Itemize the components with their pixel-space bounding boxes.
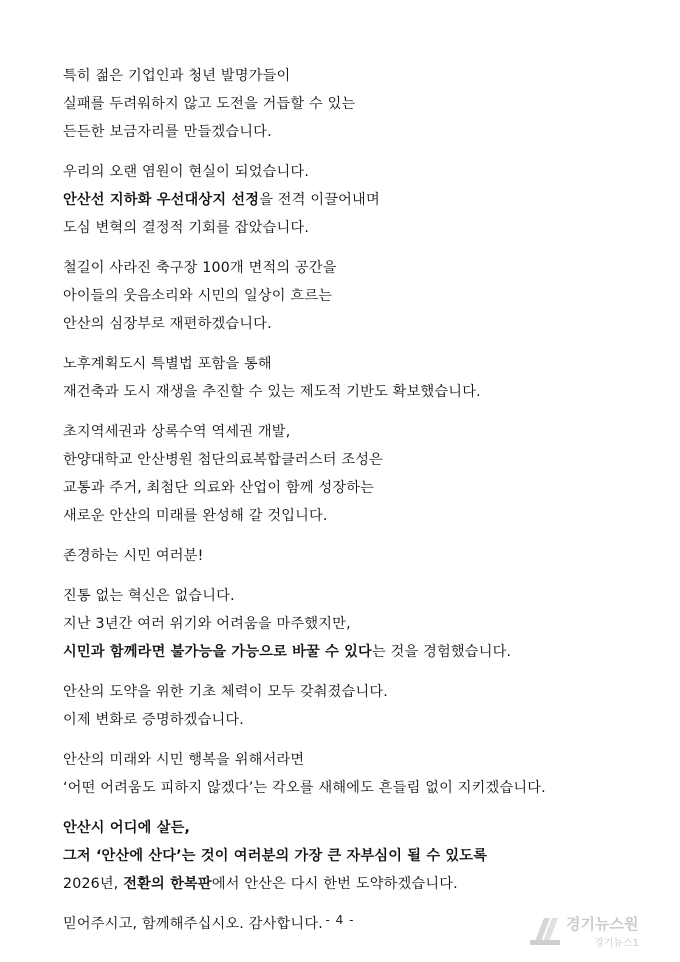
text-segment: 특히 젊은 기업인과 청년 발명가들이 <box>63 68 291 84</box>
watermark-subtitle: 경기뉴스1 <box>594 938 640 949</box>
text-segment: 든든한 보금자리를 만들겠습니다. <box>63 124 272 140</box>
text-line <box>63 118 663 146</box>
text-line <box>63 706 663 734</box>
watermark <box>528 912 666 952</box>
text-segment: 안산의 미래와 시민 행복을 위해서라면 <box>63 752 305 768</box>
watermark-title: 경기뉴스원 <box>566 915 639 933</box>
text-segment: 존경하는 시민 여러분! <box>63 548 204 564</box>
text-segment: 는 것을 경험했습니다. <box>371 644 512 660</box>
text-line <box>63 62 663 90</box>
text-segment: 아이들의 웃음소리와 시민의 일상이 흐르는 <box>63 288 333 304</box>
bold-text: 그저 ‘안산에 산다’는 것이 여러분의 가장 큰 자부심이 될 수 있도록 <box>63 848 488 864</box>
text-line <box>63 418 663 446</box>
text-segment: 에서 안산은 다시 한번 도약하겠습니다. <box>211 876 458 892</box>
text-segment: 도심 변혁의 결정적 기회를 잡았습니다. <box>63 220 310 236</box>
text-segment: 을 전격 이끌어내며 <box>259 192 380 208</box>
text-line <box>63 870 663 898</box>
text-segment: 우리의 오랜 염원이 현실이 되었습니다. <box>63 164 310 180</box>
text-segment: 초지역세권과 상록수역 역세권 개발, <box>63 424 291 440</box>
paragraph <box>63 158 663 242</box>
text-line <box>63 158 663 186</box>
paragraph <box>63 254 663 338</box>
speech-body <box>63 62 663 938</box>
bold-text: 안산시 어디에 살든, <box>63 820 191 836</box>
page-number: - 4 - <box>325 913 355 927</box>
text-segment: 지난 3년간 여러 위기와 어려움을 마주했지만, <box>63 616 351 632</box>
text-line <box>63 350 663 378</box>
text-line <box>63 774 663 802</box>
text-segment: 이제 변화로 증명하겠습니다. <box>63 712 244 728</box>
text-segment: 교통과 주거, 최첨단 의료와 산업이 함께 성장하는 <box>63 480 375 496</box>
text-line <box>63 814 663 842</box>
text-line <box>63 842 663 870</box>
text-segment: 새로운 안산의 미래를 완성해 갈 것입니다. <box>63 508 328 524</box>
text-segment: 진통 없는 혁신은 없습니다. <box>63 588 235 604</box>
text-segment: 노후계획도시 특별법 포함을 통해 <box>63 356 272 372</box>
text-segment: 2026년, <box>63 876 124 892</box>
paragraph <box>63 418 663 530</box>
text-line <box>63 474 663 502</box>
text-line <box>63 610 663 638</box>
text-line <box>63 678 663 706</box>
paragraph <box>63 350 663 406</box>
text-segment: 재건축과 도시 재생을 추진할 수 있는 제도적 기반도 확보했습니다. <box>63 384 481 400</box>
text-line <box>63 542 663 570</box>
text-segment: 안산의 도약을 위한 기초 체력이 모두 갖춰졌습니다. <box>63 684 388 700</box>
text-line <box>63 214 663 242</box>
bold-text: 안산선 지하화 우선대상지 선정 <box>63 192 260 208</box>
text-segment: 실패를 두려워하지 않고 도전을 거듭할 수 있는 <box>63 96 356 112</box>
text-line <box>63 378 663 406</box>
text-line <box>63 446 663 474</box>
gnt-logo-icon <box>528 914 562 948</box>
bold-text: 시민과 함께라면 불가능을 가능으로 바꿀 수 있다 <box>63 644 372 660</box>
text-line <box>63 638 663 666</box>
text-segment: 철길이 사라진 축구장 100개 면적의 공간을 <box>63 260 337 276</box>
paragraph <box>63 814 663 898</box>
paragraph <box>63 62 663 146</box>
text-line <box>63 746 663 774</box>
text-line <box>63 254 663 282</box>
text-line <box>63 502 663 530</box>
text-segment: ‘어떤 어려움도 피하지 않겠다’는 각오를 새해에도 흔들림 없이 지키겠습니다. <box>63 780 546 796</box>
paragraph <box>63 542 663 570</box>
bold-text: 전환의 한복판 <box>123 876 212 892</box>
paragraph <box>63 582 663 666</box>
text-line <box>63 186 663 214</box>
paragraph <box>63 678 663 734</box>
text-line <box>63 310 663 338</box>
text-segment: 한양대학교 안산병원 첨단의료복합클러스터 조성은 <box>63 452 384 468</box>
text-line <box>63 282 663 310</box>
text-segment: 믿어주시고, 함께해주십시오. 감사합니다. <box>63 916 323 932</box>
paragraph <box>63 746 663 802</box>
text-segment: 안산의 심장부로 재편하겠습니다. <box>63 316 272 332</box>
text-line <box>63 582 663 610</box>
text-line <box>63 90 663 118</box>
